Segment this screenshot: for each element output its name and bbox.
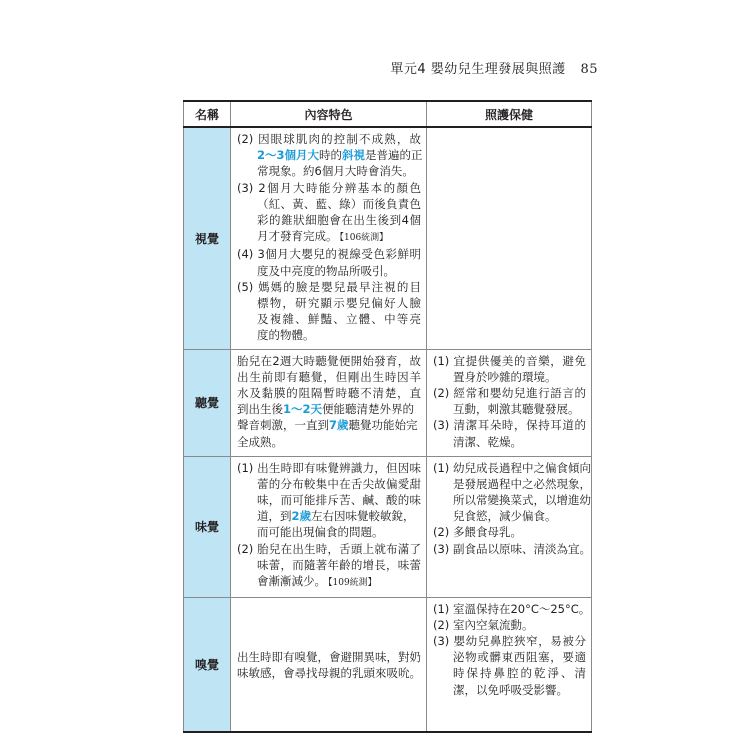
table-row-smell (184, 597, 592, 732)
highlight-age: 2～3個月大 (257, 148, 320, 163)
senses-table (183, 100, 592, 733)
page-header (390, 58, 598, 77)
taste-content: (1) 出生時即有味覺辨識力，但因味 蕾的分布較集中在舌尖故偏愛甜 味，而可能排斥苦、鹹、酸的味 道，到2歲左右因味覺較敏銳， 而可能出現偏食的問題。 (2) 胎兒在出生時，舌頭上就布滿了 味蕾，而隨著年齡的增長，味蕾 會漸漸減少。 【109統測】 (231, 456, 427, 597)
col-header-name: 名稱 (184, 101, 231, 127)
vision-care (427, 127, 592, 349)
highlight-days: 1～2天 (283, 402, 323, 417)
smell-care: (1) 室溫保持在20°C～25°C。 (2) 室內空氣流動。 (3) 嬰幼兒鼻腔狹窄，易被分 泌物或髒東西阻塞，要適 時保持鼻腔的乾淨、清 潔，以免呼吸受影響。 (427, 597, 592, 732)
exam-tag: 【109統測】 (328, 577, 377, 588)
col-header-content: 內容特色 (231, 101, 427, 127)
table-row-hearing (184, 349, 592, 456)
highlight-strabismus: 斜視 (342, 148, 366, 163)
vision-content: (2) 因眼球肌肉的控制不成熟，故 2～3個月大時的斜視是普遍的正 常現象。約6個月大時會消失。 (3) 2個月大時能分辨基本的顏色 （紅、黃、藍、綠）而後負責色 彩的錐狀細胞會在出生後到4個 月才發育完成。 【106統測】 (4) 3個月大嬰兒的視線受色彩鮮明 度及中亮度的物品所吸引。 (5) 媽媽的臉是嬰兒最早注視的目 標物，研究顯示嬰兒偏好人臉 及複雜、鮮豔、立體、中等亮 度的物體。 (231, 127, 427, 349)
row-name-hearing: 聽覺 (184, 349, 231, 456)
exam-tag: 【106統測】 (339, 233, 389, 244)
highlight-age: 2歲 (291, 509, 312, 524)
col-header-care: 照護保健 (427, 101, 592, 127)
chapter-title: 嬰幼兒生理發展與照護 (430, 62, 566, 77)
page-number: 85 (580, 62, 598, 77)
hearing-content: 胎兒在2週大時聽覺便開始發育，故 出生前即有聽覺，但剛出生時因羊 水及黏膜的阻隔暫時聽不清楚，直 到出生後1～2天便能聽清楚外界的 聲音刺激，一直到7歲聽覺功能始完 全成熟。 (231, 349, 427, 456)
highlight-age: 7歲 (329, 418, 349, 433)
taste-care: (1) 幼兒成長過程中之偏食傾向 是發展過程中之必然現象， 所以常變換菜式，以增進幼 兒食慾，減少偏食。 (2) 多餵食母乳。 (3) 副食品以原味、清淡為宜。 (427, 456, 592, 597)
row-name-taste: 味覺 (184, 456, 231, 597)
row-name-smell: 嗅覺 (184, 597, 231, 732)
row-name-vision: 視覺 (184, 127, 231, 349)
hearing-care: (1) 宜提供優美的音樂，避免 置身於吵雜的環境。 (2) 經常和嬰幼兒進行語言的 互動，刺激其聽覺發展。 (3) 清潔耳朵時，保持耳道的 清潔、乾燥。 (427, 349, 592, 456)
smell-content: 出生時即有嗅覺，會避開異味，對奶 味敏感，會尋找母親的乳頭來吸吮。 (231, 597, 427, 732)
table-row-taste (184, 456, 592, 597)
table-row-vision (184, 127, 592, 349)
unit-label: 單元4 (390, 62, 427, 77)
table-header-row (184, 101, 592, 127)
